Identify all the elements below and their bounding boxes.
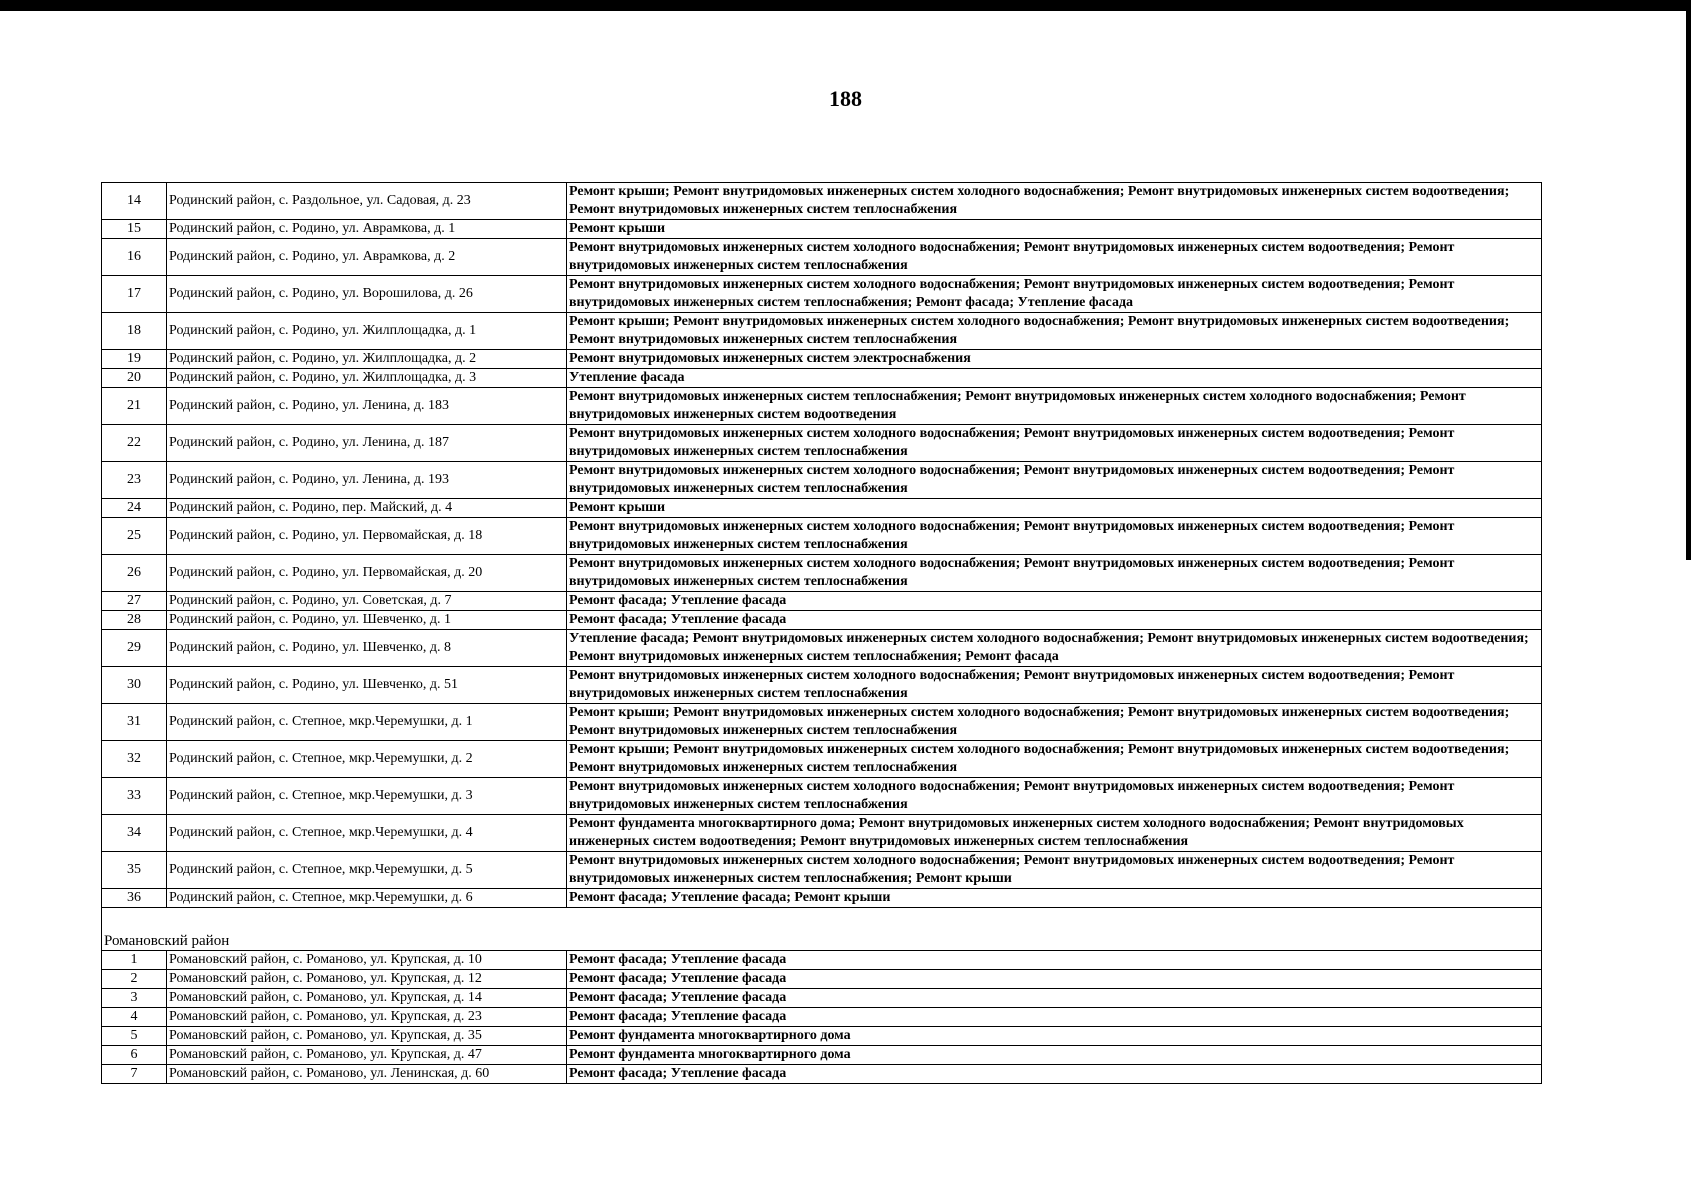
row-address: Родинский район, с. Степное, мкр.Черемушки, д. 1 <box>167 704 567 741</box>
row-works: Ремонт фундамента многоквартирного дома <box>567 1027 1542 1046</box>
row-works: Ремонт крыши; Ремонт внутридомовых инженерных систем холодного водоснабжения; Ремонт внутридомовых инженерных систем водоотведения; Ремонт внутридомовых инженерных систем теплоснабжения <box>567 704 1542 741</box>
table-row <box>102 778 1542 815</box>
row-number: 34 <box>102 815 167 852</box>
row-works: Ремонт фасада; Утепление фасада <box>567 970 1542 989</box>
row-number: 15 <box>102 220 167 239</box>
row-number: 2 <box>102 970 167 989</box>
row-works: Ремонт фасада; Утепление фасада <box>567 989 1542 1008</box>
row-address: Романовский район, с. Романово, ул. Крупская, д. 12 <box>167 970 567 989</box>
table-row <box>102 741 1542 778</box>
row-address: Романовский район, с. Романово, ул. Крупская, д. 23 <box>167 1008 567 1027</box>
section-spacer <box>102 908 1542 933</box>
row-address: Родинский район, с. Степное, мкр.Черемушки, д. 3 <box>167 778 567 815</box>
row-works: Ремонт фасада; Утепление фасада; Ремонт крыши <box>567 889 1542 908</box>
row-number: 25 <box>102 518 167 555</box>
row-address: Родинский район, с. Родино, ул. Жилплощадка, д. 3 <box>167 369 567 388</box>
table-row <box>102 1065 1542 1084</box>
section-spacer-cell <box>102 908 1542 933</box>
row-number: 3 <box>102 989 167 1008</box>
table-row <box>102 970 1542 989</box>
row-address: Родинский район, с. Родино, ул. Шевченко, д. 8 <box>167 630 567 667</box>
table-row <box>102 369 1542 388</box>
table-row <box>102 388 1542 425</box>
row-number: 29 <box>102 630 167 667</box>
row-address: Родинский район, с. Родино, ул. Первомайская, д. 18 <box>167 518 567 555</box>
section-title: Романовский район <box>102 932 1542 951</box>
row-address: Родинский район, с. Родино, ул. Аврамкова, д. 2 <box>167 239 567 276</box>
row-number: 14 <box>102 183 167 220</box>
row-address: Романовский район, с. Романово, ул. Крупская, д. 14 <box>167 989 567 1008</box>
row-address: Родинский район, с. Родино, ул. Шевченко, д. 1 <box>167 611 567 630</box>
row-address: Родинский район, с. Родино, ул. Первомайская, д. 20 <box>167 555 567 592</box>
row-number: 28 <box>102 611 167 630</box>
row-address: Родинский район, с. Родино, ул. Советская, д. 7 <box>167 592 567 611</box>
row-works: Ремонт фасада; Утепление фасада <box>567 592 1542 611</box>
table-row <box>102 951 1542 970</box>
table-row <box>102 313 1542 350</box>
row-works: Ремонт фасада; Утепление фасада <box>567 951 1542 970</box>
repair-register-table <box>101 182 1542 1084</box>
table-row <box>102 239 1542 276</box>
row-number: 23 <box>102 462 167 499</box>
table-row <box>102 350 1542 369</box>
scan-right-border <box>1686 0 1691 560</box>
row-works: Утепление фасада; Ремонт внутридомовых инженерных систем холодного водоснабжения; Ремонт внутридомовых инженерных систем водоотведения; Ремонт внутридомовых инженерных систем теплоснабжения; Ремонт фасада <box>567 630 1542 667</box>
row-works: Ремонт внутридомовых инженерных систем холодного водоснабжения; Ремонт внутридомовых инженерных систем водоотведения; Ремонт внутридомовых инженерных систем теплоснабжения <box>567 778 1542 815</box>
table-row <box>102 1046 1542 1065</box>
row-address: Родинский район, с. Родино, ул. Ленина, д. 187 <box>167 425 567 462</box>
row-works: Ремонт фундамента многоквартирного дома; Ремонт внутридомовых инженерных систем холодного водоснабжения; Ремонт внутридомовых инженерных систем водоотведения; Ремонт внутридомовых инженерных систем теплоснабжения <box>567 815 1542 852</box>
row-number: 18 <box>102 313 167 350</box>
row-number: 6 <box>102 1046 167 1065</box>
row-number: 27 <box>102 592 167 611</box>
row-address: Родинский район, с. Степное, мкр.Черемушки, д. 4 <box>167 815 567 852</box>
row-number: 32 <box>102 741 167 778</box>
row-number: 24 <box>102 499 167 518</box>
table-row <box>102 220 1542 239</box>
table-row <box>102 989 1542 1008</box>
row-number: 17 <box>102 276 167 313</box>
row-address: Родинский район, с. Степное, мкр.Черемушки, д. 5 <box>167 852 567 889</box>
row-works: Ремонт внутридомовых инженерных систем холодного водоснабжения; Ремонт внутридомовых инженерных систем водоотведения; Ремонт внутридомовых инженерных систем теплоснабжения <box>567 425 1542 462</box>
table-row <box>102 889 1542 908</box>
table-row <box>102 704 1542 741</box>
table-row <box>102 667 1542 704</box>
row-number: 26 <box>102 555 167 592</box>
row-works: Ремонт фасада; Утепление фасада <box>567 611 1542 630</box>
row-address: Родинский район, с. Родино, пер. Майский, д. 4 <box>167 499 567 518</box>
row-number: 31 <box>102 704 167 741</box>
row-number: 20 <box>102 369 167 388</box>
row-number: 19 <box>102 350 167 369</box>
row-address: Родинский район, с. Родино, ул. Аврамкова, д. 1 <box>167 220 567 239</box>
row-address: Родинский район, с. Родино, ул. Жилплощадка, д. 1 <box>167 313 567 350</box>
row-works: Ремонт фундамента многоквартирного дома <box>567 1046 1542 1065</box>
row-works: Ремонт фасада; Утепление фасада <box>567 1008 1542 1027</box>
row-works: Ремонт внутридомовых инженерных систем холодного водоснабжения; Ремонт внутридомовых инженерных систем водоотведения; Ремонт внутридомовых инженерных систем теплоснабжения <box>567 518 1542 555</box>
row-address: Родинский район, с. Родино, ул. Ворошилова, д. 26 <box>167 276 567 313</box>
row-address: Родинский район, с. Родино, ул. Ленина, д. 193 <box>167 462 567 499</box>
row-address: Родинский район, с. Степное, мкр.Черемушки, д. 6 <box>167 889 567 908</box>
row-number: 21 <box>102 388 167 425</box>
table-row <box>102 1027 1542 1046</box>
table-body <box>102 183 1542 1084</box>
table-row <box>102 611 1542 630</box>
table-row <box>102 499 1542 518</box>
row-works: Утепление фасада <box>567 369 1542 388</box>
row-address: Романовский район, с. Романово, ул. Крупская, д. 47 <box>167 1046 567 1065</box>
row-address: Родинский район, с. Раздольное, ул. Садовая, д. 23 <box>167 183 567 220</box>
row-number: 30 <box>102 667 167 704</box>
table-row <box>102 630 1542 667</box>
table-row <box>102 425 1542 462</box>
row-works: Ремонт внутридомовых инженерных систем холодного водоснабжения; Ремонт внутридомовых инженерных систем водоотведения; Ремонт внутридомовых инженерных систем теплоснабжения <box>567 239 1542 276</box>
table-row <box>102 518 1542 555</box>
row-address: Родинский район, с. Степное, мкр.Черемушки, д. 2 <box>167 741 567 778</box>
row-works: Ремонт крыши <box>567 499 1542 518</box>
scan-top-border <box>0 0 1691 11</box>
row-number: 35 <box>102 852 167 889</box>
table-row <box>102 852 1542 889</box>
table-row <box>102 276 1542 313</box>
page-number: 188 <box>829 86 862 111</box>
section-header-row <box>102 932 1542 951</box>
row-number: 16 <box>102 239 167 276</box>
row-works: Ремонт внутридомовых инженерных систем холодного водоснабжения; Ремонт внутридомовых инженерных систем водоотведения; Ремонт внутридомовых инженерных систем теплоснабжения <box>567 667 1542 704</box>
row-number: 33 <box>102 778 167 815</box>
row-works: Ремонт крыши <box>567 220 1542 239</box>
table-row <box>102 183 1542 220</box>
table-row <box>102 1008 1542 1027</box>
table-row <box>102 592 1542 611</box>
row-works: Ремонт внутридомовых инженерных систем теплоснабжения; Ремонт внутридомовых инженерных систем холодного водоснабжения; Ремонт внутридомовых инженерных систем водоотведения <box>567 388 1542 425</box>
table-row <box>102 815 1542 852</box>
row-works: Ремонт внутридомовых инженерных систем холодного водоснабжения; Ремонт внутридомовых инженерных систем водоотведения; Ремонт внутридомовых инженерных систем теплоснабжения <box>567 555 1542 592</box>
row-works: Ремонт внутридомовых инженерных систем холодного водоснабжения; Ремонт внутридомовых инженерных систем водоотведения; Ремонт внутридомовых инженерных систем теплоснабжения; Ремонт крыши <box>567 852 1542 889</box>
row-address: Родинский район, с. Родино, ул. Жилплощадка, д. 2 <box>167 350 567 369</box>
table-row <box>102 462 1542 499</box>
row-address: Романовский район, с. Романово, ул. Крупская, д. 35 <box>167 1027 567 1046</box>
row-number: 1 <box>102 951 167 970</box>
row-number: 36 <box>102 889 167 908</box>
row-works: Ремонт фасада; Утепление фасада <box>567 1065 1542 1084</box>
row-works: Ремонт внутридомовых инженерных систем холодного водоснабжения; Ремонт внутридомовых инженерных систем водоотведения; Ремонт внутридомовых инженерных систем теплоснабжения; Ремонт фасада; Утепление фасада <box>567 276 1542 313</box>
row-number: 4 <box>102 1008 167 1027</box>
row-works: Ремонт внутридомовых инженерных систем холодного водоснабжения; Ремонт внутридомовых инженерных систем водоотведения; Ремонт внутридомовых инженерных систем теплоснабжения <box>567 462 1542 499</box>
row-number: 22 <box>102 425 167 462</box>
row-works: Ремонт крыши; Ремонт внутридомовых инженерных систем холодного водоснабжения; Ремонт внутридомовых инженерных систем водоотведения; Ремонт внутридомовых инженерных систем теплоснабжения <box>567 741 1542 778</box>
row-address: Родинский район, с. Родино, ул. Шевченко, д. 51 <box>167 667 567 704</box>
row-address: Романовский район, с. Романово, ул. Крупская, д. 10 <box>167 951 567 970</box>
row-address: Родинский район, с. Родино, ул. Ленина, д. 183 <box>167 388 567 425</box>
row-number: 5 <box>102 1027 167 1046</box>
row-works: Ремонт крыши; Ремонт внутридомовых инженерных систем холодного водоснабжения; Ремонт внутридомовых инженерных систем водоотведения; Ремонт внутридомовых инженерных систем теплоснабжения <box>567 183 1542 220</box>
row-number: 7 <box>102 1065 167 1084</box>
row-works: Ремонт внутридомовых инженерных систем электроснабжения <box>567 350 1542 369</box>
table-row <box>102 555 1542 592</box>
row-address: Романовский район, с. Романово, ул. Ленинская, д. 60 <box>167 1065 567 1084</box>
row-works: Ремонт крыши; Ремонт внутридомовых инженерных систем холодного водоснабжения; Ремонт внутридомовых инженерных систем водоотведения; Ремонт внутридомовых инженерных систем теплоснабжения <box>567 313 1542 350</box>
